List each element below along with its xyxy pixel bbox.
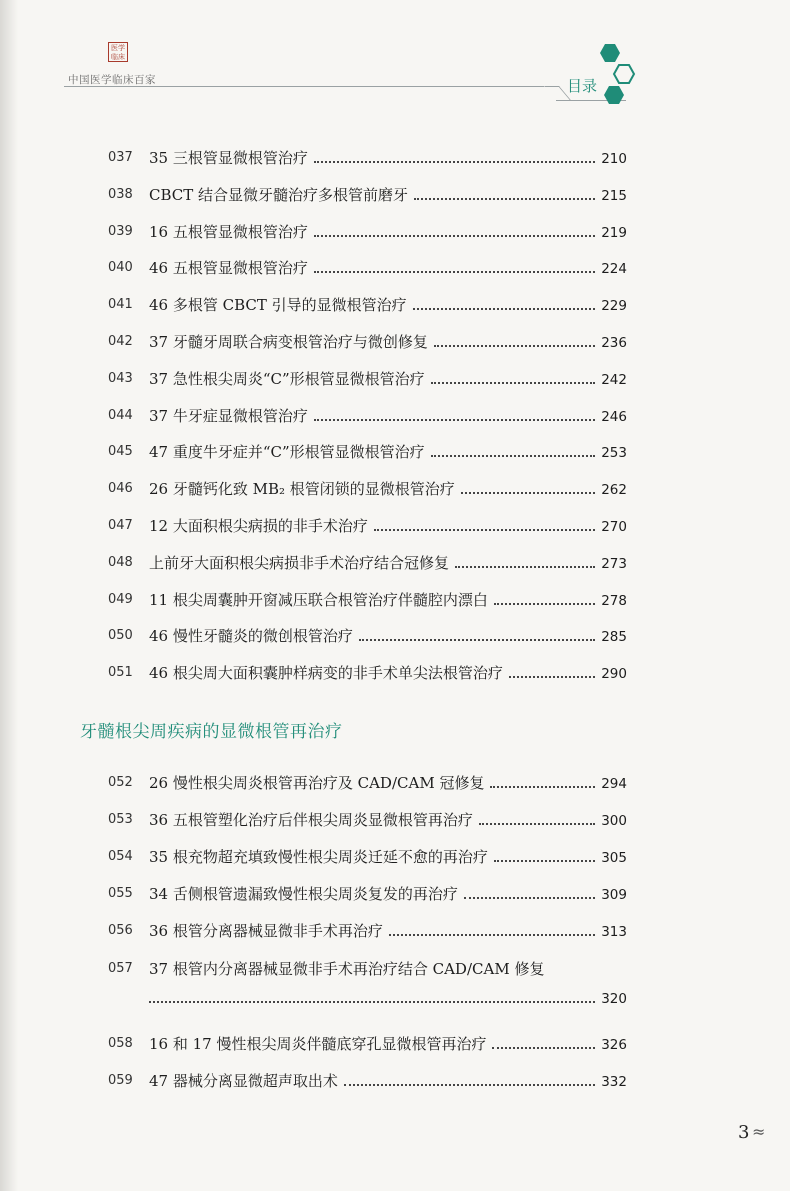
- entry-title-row: [149, 478, 627, 501]
- leader-dots: [314, 407, 595, 421]
- entry-number: 042: [108, 334, 133, 349]
- folio-ornament-icon: ≈: [752, 1122, 766, 1141]
- toc-entry[interactable]: [108, 772, 627, 794]
- entry-page: 236: [601, 335, 627, 351]
- entry-title: 36 五根管塑化治疗后伴根尖周炎显微根管再治疗: [149, 811, 473, 829]
- entry-number: 040: [108, 260, 133, 276]
- entry-title-row: [149, 662, 627, 685]
- entry-page: 290: [601, 666, 627, 683]
- entry-title-row: [149, 958, 627, 980]
- entry-page: 326: [601, 1037, 627, 1053]
- entry-page: 270: [601, 519, 627, 535]
- entry-number: 052: [108, 775, 133, 790]
- toc-entry[interactable]: [108, 331, 627, 353]
- leader-dots: [359, 627, 595, 641]
- entry-title-row: [149, 368, 627, 391]
- entry-title: 26 牙髓钙化致 MB₂ 根管闭锁的显微根管治疗: [149, 480, 455, 499]
- entry-number: 055: [108, 886, 133, 901]
- page-edge: [0, 0, 18, 1191]
- entry-title-row: [149, 331, 627, 354]
- entry-number: 056: [108, 923, 133, 938]
- entry-title: 37 急性根尖周炎“C”形根管显微根管治疗: [149, 369, 425, 388]
- entry-number: 047: [108, 518, 133, 533]
- entry-title-row: [149, 294, 627, 317]
- entry-title: 36 根管分离器械显微非手术再治疗: [149, 922, 383, 940]
- entry-title-row: [149, 221, 627, 244]
- leader-dots: [479, 811, 595, 825]
- leader-dots: [413, 296, 596, 310]
- leader-dots: [314, 259, 595, 273]
- entry-number: 049: [108, 591, 133, 607]
- entry-continuation: [149, 988, 627, 1010]
- leader-dots: [374, 517, 595, 531]
- toc-entry[interactable]: [108, 515, 627, 537]
- entry-page: 273: [601, 555, 627, 572]
- leader-dots: [314, 149, 595, 163]
- entry-page: 262: [601, 482, 627, 499]
- leader-dots: [490, 774, 595, 788]
- entry-title: 11 根尖周囊肿开窗减压联合根管治疗伴髓腔内漂白: [149, 590, 488, 609]
- entry-title: 46 五根管显微根管治疗: [149, 259, 308, 278]
- entry-page: 210: [601, 151, 627, 167]
- entry-number: 053: [108, 812, 133, 827]
- entry-number: 038: [108, 186, 133, 202]
- entry-title: 26 慢性根尖周炎根管再治疗及 CAD/CAM 冠修复: [149, 774, 485, 792]
- entry-title: 12 大面积根尖病损的非手术治疗: [149, 517, 368, 535]
- entry-page: 300: [601, 813, 627, 829]
- leader-dots: [344, 1072, 595, 1086]
- toc-entry[interactable]: [108, 441, 627, 463]
- entry-page: 309: [601, 887, 627, 903]
- entry-title: 35 三根管显微根管治疗: [149, 149, 308, 167]
- entry-title-row: [149, 625, 627, 648]
- leader-dots: [431, 443, 596, 457]
- entry-title-row: [149, 809, 627, 832]
- leader-dots: [461, 480, 595, 494]
- toc-entry[interactable]: [108, 589, 627, 611]
- entry-title: 16 五根管显微根管治疗: [149, 222, 308, 241]
- entry-title: 47 重度牛牙症并“C”形根管显微根管治疗: [149, 443, 425, 462]
- leader-dots: [434, 333, 595, 347]
- entry-title-row: [149, 441, 627, 464]
- entry-title-row: [149, 1033, 627, 1056]
- entry-number: 041: [108, 297, 133, 313]
- entry-title: 37 牙髓牙周联合病变根管治疗与微创修复: [149, 333, 428, 351]
- leader-dots: [492, 1035, 595, 1049]
- entry-page: 294: [601, 776, 627, 792]
- entry-page: 219: [601, 224, 627, 241]
- toc-entry[interactable]: [108, 294, 627, 316]
- entry-number: 043: [108, 370, 133, 386]
- leader-dots: [431, 370, 596, 384]
- entry-title: 37 牛牙症显微根管治疗: [149, 406, 308, 425]
- toc-entry[interactable]: [108, 1033, 627, 1055]
- toc-entry[interactable]: [108, 221, 627, 243]
- entry-number: 051: [108, 665, 133, 681]
- toc-entry[interactable]: [108, 184, 627, 206]
- entry-title-row: [149, 772, 627, 795]
- entry-title: 47 器械分离显微超声取出术: [149, 1072, 338, 1090]
- entry-page: 332: [601, 1074, 627, 1090]
- toc-entry[interactable]: [108, 625, 627, 647]
- entry-page: 320: [601, 991, 627, 1007]
- leader-dots: [389, 922, 595, 936]
- entry-title: CBCT 结合显微牙髓治疗多根管前磨牙: [149, 185, 409, 204]
- header-rule: [64, 86, 544, 87]
- toc-entry[interactable]: [108, 809, 627, 831]
- entry-title-row: [149, 589, 627, 612]
- publisher-seal: 医学临床: [108, 42, 128, 62]
- entry-title-row: [149, 920, 627, 943]
- entry-number: 048: [108, 554, 133, 570]
- entry-page: 229: [601, 298, 627, 315]
- entry-number: 044: [108, 407, 133, 423]
- entry-number: 050: [108, 628, 133, 644]
- entry-number: 045: [108, 444, 133, 460]
- entry-title: 16 和 17 慢性根尖周炎伴髓底穿孔显微根管再治疗: [149, 1035, 487, 1053]
- entry-title: 34 舌侧根管遗漏致慢性根尖周炎复发的再治疗: [149, 885, 458, 903]
- entry-number: 058: [108, 1036, 133, 1051]
- entry-page: 253: [601, 445, 627, 462]
- entry-number: 037: [108, 150, 133, 165]
- entry-page: 215: [601, 187, 627, 204]
- toc-entry[interactable]: [108, 1070, 627, 1092]
- entry-title: 46 慢性牙髓炎的微创根管治疗: [149, 627, 353, 646]
- entry-page: 313: [601, 924, 627, 940]
- entry-title: 上前牙大面积根尖病损非手术治疗结合冠修复: [149, 553, 450, 572]
- section-heading: 牙髓根尖周疾病的显微根管再治疗: [80, 722, 343, 742]
- entry-number: 059: [108, 1073, 133, 1088]
- leader-dots: [149, 989, 595, 1003]
- entry-title-row: [149, 405, 627, 428]
- toc-entry[interactable]: [108, 883, 627, 905]
- entry-page: 246: [601, 408, 627, 425]
- leader-dots: [414, 186, 595, 200]
- toc-entry[interactable]: [108, 846, 627, 868]
- leader-dots: [464, 885, 595, 899]
- leader-dots: [494, 848, 595, 862]
- leader-dots: [455, 554, 595, 568]
- page-number: 3: [738, 1122, 750, 1143]
- entry-number: 054: [108, 849, 133, 864]
- toc-entry[interactable]: [108, 920, 627, 942]
- toc-entry[interactable]: [108, 478, 627, 500]
- entry-title: 35 根充物超充填致慢性根尖周炎迁延不愈的再治疗: [149, 848, 488, 866]
- toc-entry[interactable]: [108, 662, 627, 684]
- toc-entry[interactable]: [108, 147, 627, 169]
- toc-entry[interactable]: [108, 405, 627, 427]
- entry-number: 039: [108, 223, 133, 239]
- entry-page: 285: [601, 629, 627, 646]
- leader-dots: [314, 223, 595, 237]
- entry-title-row: [149, 147, 627, 170]
- entry-title: 37 根管内分离器械显微非手术再治疗结合 CAD/CAM 修复: [149, 960, 545, 978]
- entry-title-row: [149, 552, 627, 575]
- series-title: 中国医学临床百家: [68, 74, 156, 86]
- toc-entry[interactable]: [108, 257, 627, 279]
- hexagon-decoration-icon: [585, 40, 645, 110]
- entry-title-row: [149, 184, 627, 207]
- entry-title-row: [149, 846, 627, 869]
- entry-page: 278: [601, 592, 627, 609]
- leader-dots: [509, 664, 595, 678]
- entry-title-row: [149, 1070, 627, 1093]
- entry-page: 305: [601, 850, 627, 866]
- toc-entry[interactable]: [108, 552, 627, 574]
- entry-title-row: [149, 257, 627, 280]
- entry-page: 224: [601, 261, 627, 278]
- entry-title: 46 根尖周大面积囊肿样病变的非手术单尖法根管治疗: [149, 664, 503, 683]
- entry-title-row: [149, 883, 627, 906]
- toc-entry[interactable]: [108, 958, 627, 1010]
- leader-dots: [494, 591, 595, 605]
- entry-title-row: [149, 515, 627, 538]
- toc-entry[interactable]: [108, 368, 627, 390]
- entry-number: 057: [108, 961, 133, 976]
- section-label: 目录: [567, 77, 598, 95]
- entry-number: 046: [108, 481, 133, 497]
- entry-page: 242: [601, 371, 627, 388]
- entry-title: 46 多根管 CBCT 引导的显微根管治疗: [149, 296, 407, 315]
